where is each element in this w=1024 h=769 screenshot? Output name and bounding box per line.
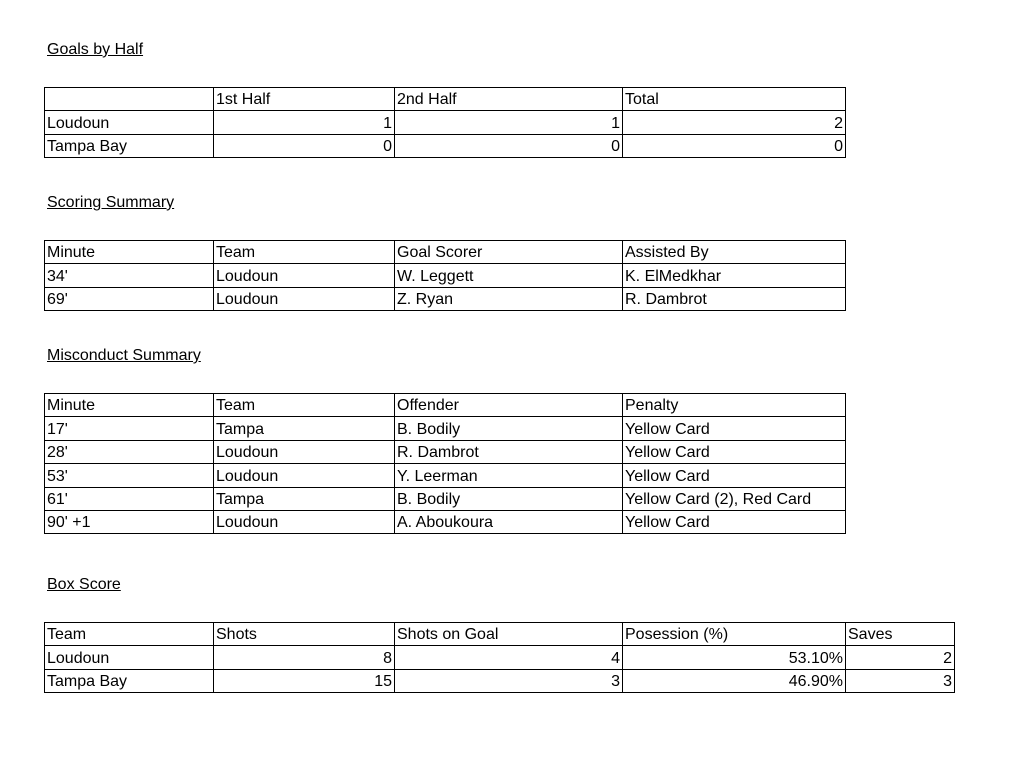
saves-cell[interactable]: 3 <box>846 669 955 692</box>
team-cell[interactable]: Loudoun <box>214 510 395 533</box>
misconduct-summary-table <box>44 393 846 534</box>
table-row <box>45 487 846 510</box>
shots-on-goal-cell[interactable]: 3 <box>395 669 623 692</box>
team-cell[interactable]: Loudoun <box>45 111 214 134</box>
header-cell[interactable]: Assisted By <box>623 241 846 264</box>
total-cell[interactable]: 2 <box>623 111 846 134</box>
minute-cell[interactable]: 28' <box>45 440 214 463</box>
header-cell[interactable]: Shots on Goal <box>395 623 623 646</box>
minute-cell[interactable]: 61' <box>45 487 214 510</box>
possession-cell[interactable]: 46.90% <box>623 669 846 692</box>
team-cell[interactable]: Loudoun <box>214 464 395 487</box>
team-cell[interactable]: Loudoun <box>45 646 214 669</box>
table-row <box>45 510 846 533</box>
team-cell[interactable]: Loudoun <box>214 440 395 463</box>
table-header-row <box>45 88 846 111</box>
penalty-cell[interactable]: Yellow Card <box>623 510 846 533</box>
box-score-title: Box Score <box>47 576 121 593</box>
team-cell[interactable]: Tampa <box>214 417 395 440</box>
possession-cell[interactable]: 53.10% <box>623 646 846 669</box>
header-cell[interactable]: Minute <box>45 394 214 417</box>
misconduct-summary-title: Misconduct Summary <box>47 347 201 364</box>
team-cell[interactable]: Tampa Bay <box>45 134 214 157</box>
scoring-summary-title: Scoring Summary <box>47 194 175 211</box>
header-cell[interactable]: Saves <box>846 623 955 646</box>
header-cell[interactable] <box>45 88 214 111</box>
header-cell[interactable]: Posession (%) <box>623 623 846 646</box>
header-cell[interactable]: Penalty <box>623 394 846 417</box>
assisted-by-cell[interactable]: K. ElMedkhar <box>623 264 846 287</box>
penalty-cell[interactable]: Yellow Card <box>623 440 846 463</box>
table-row <box>45 134 846 157</box>
shots-cell[interactable]: 15 <box>214 669 395 692</box>
second-half-cell[interactable]: 1 <box>395 111 623 134</box>
header-cell[interactable]: Team <box>214 241 395 264</box>
table-header-row <box>45 623 955 646</box>
penalty-cell[interactable]: Yellow Card (2), Red Card <box>623 487 846 510</box>
second-half-cell[interactable]: 0 <box>395 134 623 157</box>
first-half-cell[interactable]: 0 <box>214 134 395 157</box>
table-row <box>45 440 846 463</box>
offender-cell[interactable]: A. Aboukoura <box>395 510 623 533</box>
scoring-summary-table <box>44 240 846 311</box>
minute-cell[interactable]: 53' <box>45 464 214 487</box>
team-cell[interactable]: Loudoun <box>214 287 395 310</box>
offender-cell[interactable]: Y. Leerman <box>395 464 623 487</box>
table-row <box>45 669 955 692</box>
header-cell[interactable]: 1st Half <box>214 88 395 111</box>
team-cell[interactable]: Tampa Bay <box>45 669 214 692</box>
table-row <box>45 111 846 134</box>
table-row <box>45 287 846 310</box>
header-cell[interactable]: Team <box>214 394 395 417</box>
table-row <box>45 264 846 287</box>
minute-cell[interactable]: 90' +1 <box>45 510 214 533</box>
team-cell[interactable]: Tampa <box>214 487 395 510</box>
box-score-table <box>44 622 955 693</box>
goal-scorer-cell[interactable]: Z. Ryan <box>395 287 623 310</box>
header-cell[interactable]: Total <box>623 88 846 111</box>
goals-by-half-title: Goals by Half <box>47 41 144 58</box>
minute-cell[interactable]: 69' <box>45 287 214 310</box>
header-cell[interactable]: Team <box>45 623 214 646</box>
goals-by-half-table <box>44 87 846 158</box>
shots-on-goal-cell[interactable]: 4 <box>395 646 623 669</box>
table-row <box>45 417 846 440</box>
table-header-row <box>45 241 846 264</box>
header-cell[interactable]: 2nd Half <box>395 88 623 111</box>
assisted-by-cell[interactable]: R. Dambrot <box>623 287 846 310</box>
total-cell[interactable]: 0 <box>623 134 846 157</box>
penalty-cell[interactable]: Yellow Card <box>623 464 846 487</box>
penalty-cell[interactable]: Yellow Card <box>623 417 846 440</box>
saves-cell[interactable]: 2 <box>846 646 955 669</box>
offender-cell[interactable]: R. Dambrot <box>395 440 623 463</box>
offender-cell[interactable]: B. Bodily <box>395 417 623 440</box>
header-cell[interactable]: Offender <box>395 394 623 417</box>
minute-cell[interactable]: 34' <box>45 264 214 287</box>
team-cell[interactable]: Loudoun <box>214 264 395 287</box>
table-header-row <box>45 394 846 417</box>
header-cell[interactable]: Goal Scorer <box>395 241 623 264</box>
table-row <box>45 464 846 487</box>
shots-cell[interactable]: 8 <box>214 646 395 669</box>
header-cell[interactable]: Shots <box>214 623 395 646</box>
header-cell[interactable]: Minute <box>45 241 214 264</box>
offender-cell[interactable]: B. Bodily <box>395 487 623 510</box>
table-row <box>45 646 955 669</box>
first-half-cell[interactable]: 1 <box>214 111 395 134</box>
minute-cell[interactable]: 17' <box>45 417 214 440</box>
goal-scorer-cell[interactable]: W. Leggett <box>395 264 623 287</box>
